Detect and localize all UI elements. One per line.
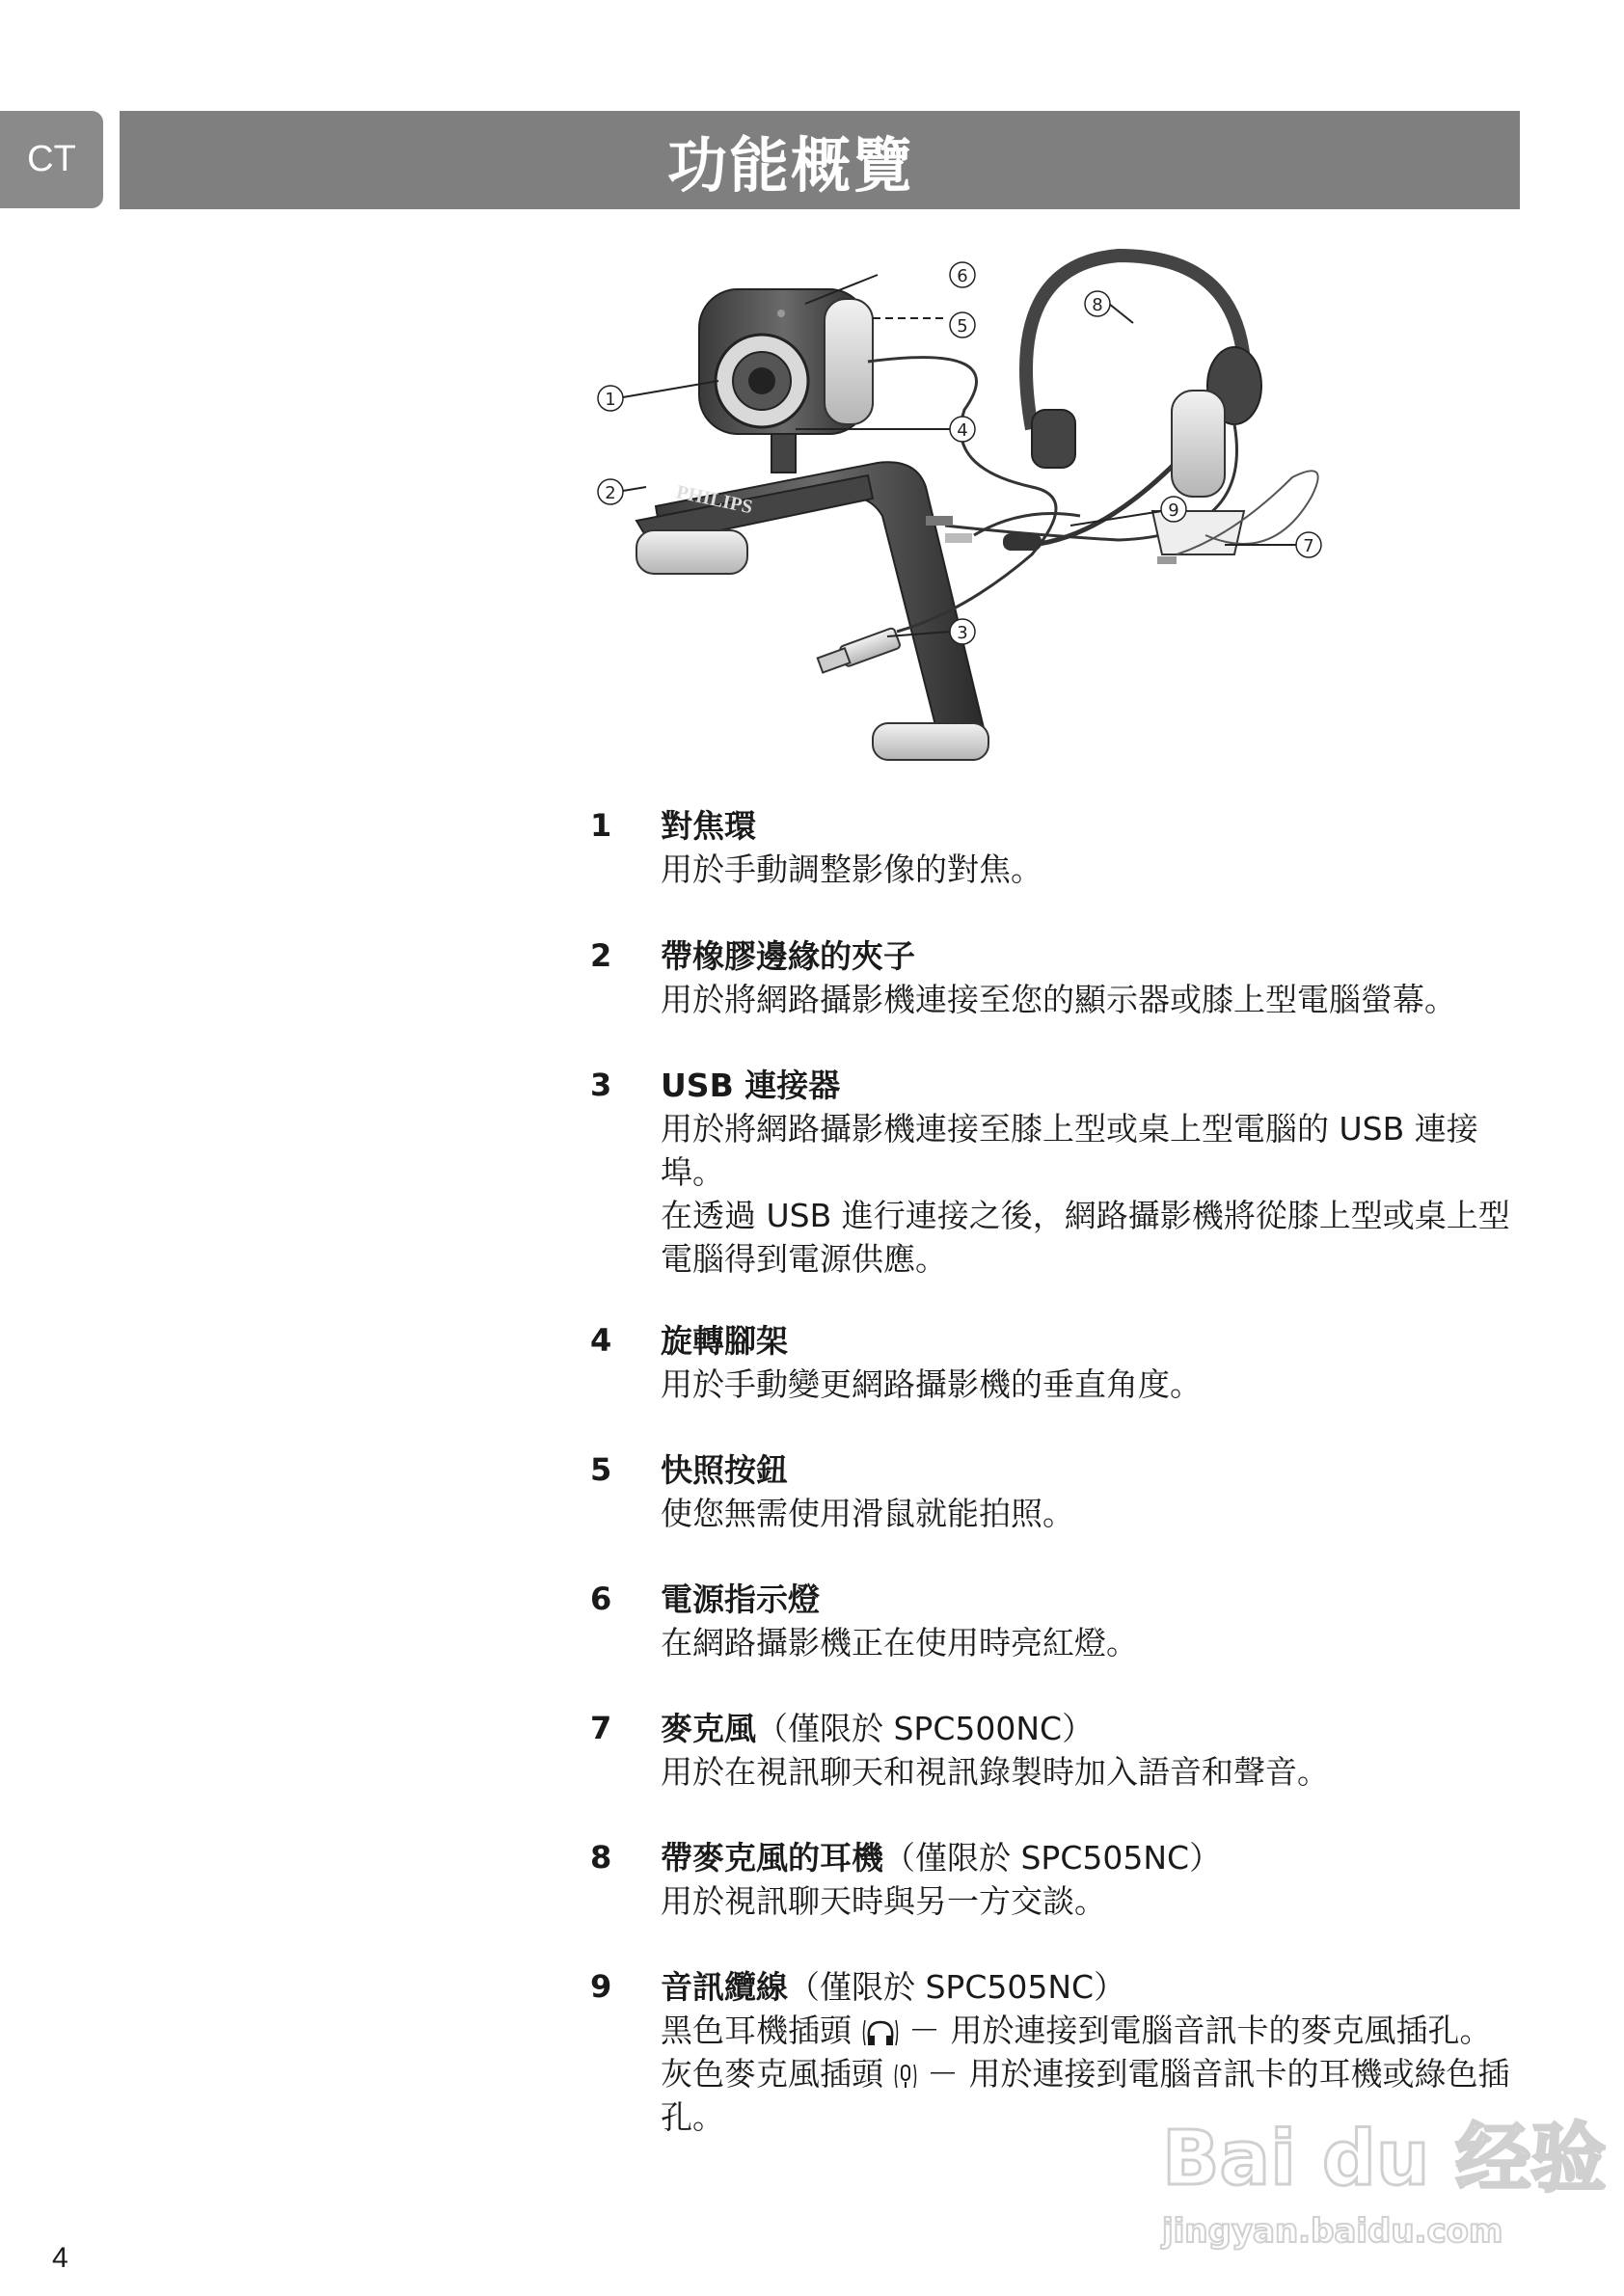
feature-item-2: 2 帶橡膠邊緣的夾子 用於將網路攝影機連接至您的顯示器或膝上型電腦螢幕。	[590, 934, 1535, 1064]
svg-text:1: 1	[605, 390, 616, 410]
callout-6	[950, 262, 975, 287]
plug-description-headphone: 黑色耳機插頭 － 用於連接到電腦音訊卡的麥克風插孔。	[661, 2012, 1492, 2049]
callout-2	[598, 479, 623, 504]
page-number: 4	[52, 2242, 68, 2274]
webcam-clip	[636, 462, 988, 760]
callout-5	[950, 312, 975, 338]
feature-title: USB 連接器	[661, 1067, 841, 1104]
feature-title: 音訊纜線	[661, 1968, 788, 2006]
svg-text:3: 3	[957, 623, 968, 643]
svg-text:2: 2	[605, 483, 616, 503]
svg-text:7: 7	[1303, 536, 1314, 556]
feature-item-9: 9 音訊纜線（僅限於 SPC505NC） 黑色耳機插頭 － 用於連接到電腦音訊卡的麥克風插孔。 灰色麥克風插頭 － 用於連接到電腦音訊卡的耳機或綠色插孔。	[590, 1965, 1535, 2139]
feature-item-1: 1 對焦環 用於手動調整影像的對焦。	[590, 804, 1535, 934]
feature-title: 旋轉腳架	[661, 1322, 788, 1360]
callout-8	[1085, 291, 1110, 316]
feature-description: 用於手動調整影像的對焦。	[661, 851, 1042, 888]
callout-3	[950, 619, 975, 644]
svg-text:jingyan.baidu.com: jingyan.baidu.com	[1162, 2212, 1503, 2251]
language-tab: CT	[0, 111, 103, 208]
feature-item-6: 6 電源指示燈 在網路攝影機正在使用時亮紅燈。	[590, 1578, 1535, 1707]
feature-item-7: 7 麥克風（僅限於 SPC500NC） 用於在視訊聊天和視訊錄製時加入語音和聲音。	[590, 1707, 1535, 1836]
feature-item-4: 4 旋轉腳架 用於手動變更網路攝影機的垂直角度。	[590, 1319, 1535, 1448]
feature-qualifier: （僅限於 SPC500NC）	[756, 1710, 1095, 1747]
feature-title: 麥克風	[661, 1710, 756, 1747]
callout-9	[1161, 497, 1186, 522]
feature-title: 快照按鈕	[661, 1451, 788, 1489]
feature-description: 在透過 USB 進行連接之後，網路攝影機將從膝上型或桌上型電腦得到電源供應。	[661, 1197, 1510, 1278]
plug-description-microphone: 灰色麥克風插頭 － 用於連接到電腦音訊卡的耳機或綠色插孔。	[661, 2055, 1510, 2136]
feature-description: 用於在視訊聊天和視訊錄製時加入語音和聲音。	[661, 1753, 1329, 1791]
svg-text:6: 6	[957, 266, 968, 286]
callout-4	[950, 417, 975, 442]
feature-title: 電源指示燈	[661, 1580, 820, 1618]
svg-text:8: 8	[1092, 295, 1103, 315]
feature-item-3: 3 USB 連接器 用於將網路攝影機連接至膝上型或桌上型電腦的 USB 連接埠。 在透過 USB 進行連接之後，網路攝影機將從膝上型或桌上型電腦得到電源供應。	[590, 1064, 1535, 1319]
feature-description: 用於將網路攝影機連接至您的顯示器或膝上型電腦螢幕。	[661, 981, 1456, 1018]
callout-1	[598, 386, 623, 411]
microphone-icon	[894, 2061, 917, 2092]
philips-logo: PHILIPS	[674, 481, 755, 519]
svg-text:9: 9	[1168, 500, 1179, 521]
feature-title: 帶麥克風的耳機	[661, 1839, 883, 1877]
product-illustration	[579, 246, 1524, 834]
feature-description: 用於視訊聊天時與另一方交談。	[661, 1882, 1106, 1920]
feature-title: 帶橡膠邊緣的夾子	[661, 937, 915, 975]
feature-qualifier: （僅限於 SPC505NC）	[883, 1839, 1222, 1877]
feature-qualifier: （僅限於 SPC505NC）	[788, 1968, 1126, 2006]
feature-item-5: 5 快照按鈕 使您無需使用滑鼠就能拍照。	[590, 1448, 1535, 1578]
page-title: 功能概覽	[120, 111, 1520, 209]
baidu-watermark	[1162, 2097, 1607, 2266]
svg-text:Bai du 经验: Bai du 经验	[1162, 2116, 1607, 2202]
feature-list	[590, 804, 1535, 2139]
feature-description: 在網路攝影機正在使用時亮紅燈。	[661, 1624, 1138, 1661]
feature-description: 用於將網路攝影機連接至膝上型或桌上型電腦的 USB 連接埠。	[661, 1110, 1478, 1191]
feature-title: 對焦環	[661, 807, 756, 845]
usb-connector	[817, 628, 901, 676]
callout-7	[1296, 532, 1321, 557]
feature-description: 用於手動變更網路攝影機的垂直角度。	[661, 1365, 1202, 1403]
svg-text:5: 5	[957, 316, 968, 337]
feature-description: 使您無需使用滑鼠就能拍照。	[661, 1495, 1074, 1532]
headphone-icon	[862, 2016, 899, 2049]
svg-text:4: 4	[957, 420, 968, 441]
webcam-head	[699, 289, 873, 473]
feature-item-8: 8 帶麥克風的耳機（僅限於 SPC505NC） 用於視訊聊天時與另一方交談。	[590, 1836, 1535, 1965]
